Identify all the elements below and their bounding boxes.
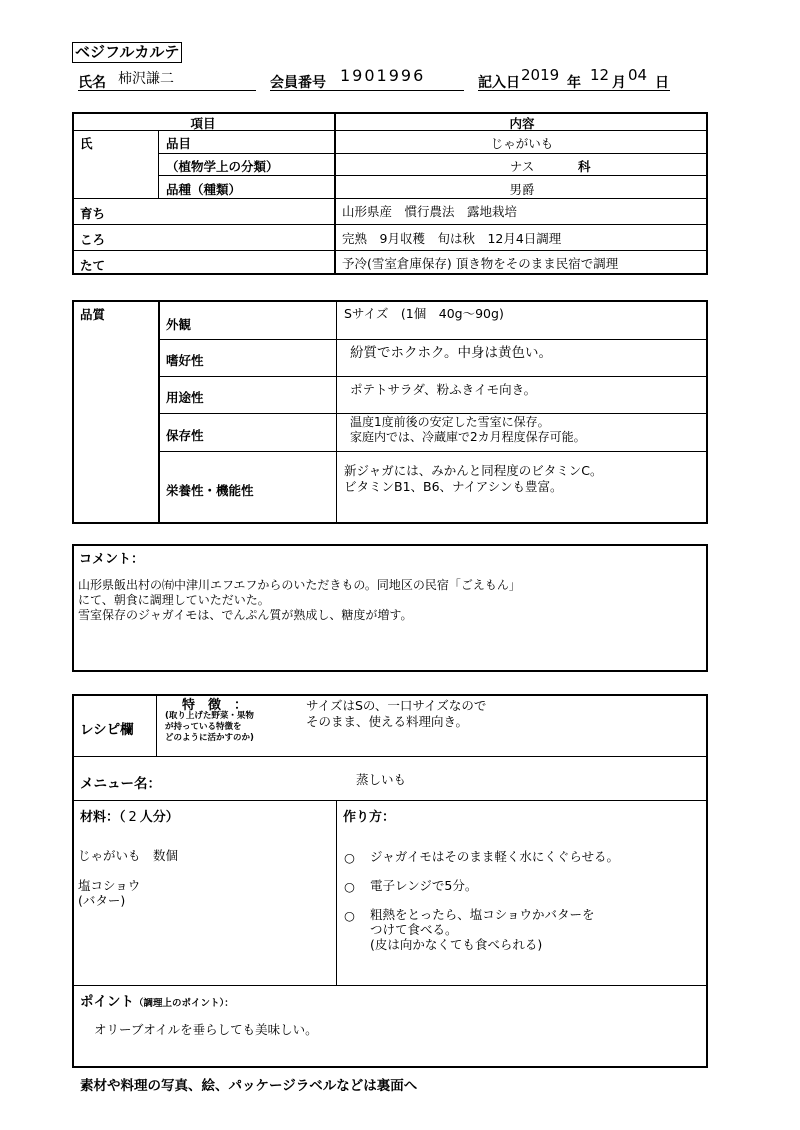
col-item-header: 項目 — [190, 116, 216, 131]
quality-label: 品質 — [80, 307, 106, 322]
row-value-hinmoku: じゃがいも — [490, 136, 554, 151]
quality-label-gaikan: 外観 — [166, 317, 192, 332]
menu-value: 蒸しいも — [356, 772, 407, 787]
row-label-hinmoku: 品目 — [166, 136, 192, 151]
feature-title: 特 徴 ： — [182, 698, 248, 713]
feature-text: サイズはSの、一口サイズなので そのまま、使える料理向き。 — [306, 698, 487, 729]
row-value-tate: 予冷(雪室倉庫保存) 頂き物をそのまま民宿で調理 — [342, 256, 619, 271]
year-label: 年 — [567, 75, 581, 91]
quality-value-shikou: 紛質でホクホク。中身は黄色い。 — [350, 345, 552, 361]
quality-label-hozon: 保存性 — [166, 428, 204, 443]
footer-note: 素材や料理の写真、絵、パッケージラベルなどは裏面へ — [80, 1078, 418, 1094]
method-label: 作り方： — [343, 810, 396, 825]
date-month: 12 — [590, 66, 610, 84]
row-value-hinshu: 男爵 — [509, 182, 535, 197]
row-label-tate: たて — [80, 258, 106, 273]
date-label: 記入日 — [478, 75, 520, 91]
quality-label-youto: 用途性 — [166, 390, 204, 405]
step-bullet-1: ○ — [344, 850, 355, 865]
date-day: 04 — [628, 66, 648, 84]
row-label-sodachi: 育ち — [80, 206, 106, 221]
row-value-bunrui: ナス — [509, 159, 535, 174]
ingredients-text: じゃがいも 数個 塩コショウ (バター) — [78, 848, 179, 908]
servings-value: 2 — [128, 810, 137, 825]
group-label: 氏 — [80, 136, 93, 151]
quality-value-hozon: 温度1度前後の安定した雪室に保存。 家庭内では、冷蔵庫で2カ月程度保存可能。 — [350, 415, 586, 444]
step-text-3: 粗熱をとったら、塩コショウかバターを つけて食べる。 (皮は向かなくても食べられる) — [370, 907, 595, 952]
step-bullet-2: ○ — [344, 879, 355, 894]
comment-label: コメント： — [79, 552, 145, 567]
member-value: 1901996 — [340, 66, 426, 85]
point-label: ポイント（調理上のポイント）： — [80, 994, 234, 1010]
recipe-label: レシピ欄 — [80, 722, 134, 738]
feature-note: (取り上げた野菜・果物 が持っている特徴を どのように活かすのか) — [165, 711, 254, 743]
step-text-1: ジャガイモはそのまま軽く水にくぐらせる。 — [370, 849, 620, 864]
quality-value-gaikan: Sサイズ (1個 40g～90g) — [344, 306, 504, 321]
comment-text: 山形県飯出村の㈲中津川エフエフからのいただきもの。同地区の民宿「ごえもん」 にて、朝食に調理していただいた。 雪室保存のジャガイモは、でんぷん質が熟成し、糖度が増す。 — [78, 578, 521, 622]
row-label-koro: ころ — [80, 232, 106, 247]
quality-value-youto: ポテトサラダ、粉ふきイモ向き。 — [350, 382, 537, 397]
date-year: 2019 — [521, 66, 560, 84]
form-title: ベジフルカルテ — [72, 42, 182, 63]
name-label: 氏名 — [78, 75, 106, 91]
menu-label: メニュー名： — [80, 776, 161, 792]
row-label-bunrui: （植物学上の分類） — [166, 159, 279, 174]
row-value-koro: 完熟 9月収穫 旬は秋 12月4日調理 — [342, 231, 562, 246]
point-text: オリーブオイルを垂らしても美味しい。 — [94, 1022, 318, 1037]
step-text-2: 電子レンジで5分。 — [370, 878, 478, 893]
row-value-sodachi: 山形県産 慣行農法 露地栽培 — [342, 204, 518, 219]
col-content-header: 内容 — [509, 116, 535, 131]
day-label: 日 — [655, 75, 669, 91]
member-label: 会員番号 — [270, 75, 326, 91]
step-bullet-3: ○ — [344, 908, 355, 923]
quality-value-eiyou: 新ジャガには、みかんと同程度のビタミンC。 ビタミンB1、B6、ナイアシンも豊富。 — [344, 463, 603, 494]
row-label-hinshu: 品種（種類） — [166, 182, 242, 197]
quality-label-shikou: 嗜好性 — [166, 353, 204, 368]
ingredients-label: 材料：（ 2 人分） — [80, 810, 179, 825]
quality-label-eiyou: 栄養性・機能性 — [166, 483, 254, 498]
row-value-bunrui-suffix: 科 — [578, 159, 591, 174]
name-value: 柿沢謙二 — [118, 71, 174, 87]
month-label: 月 — [612, 75, 626, 91]
